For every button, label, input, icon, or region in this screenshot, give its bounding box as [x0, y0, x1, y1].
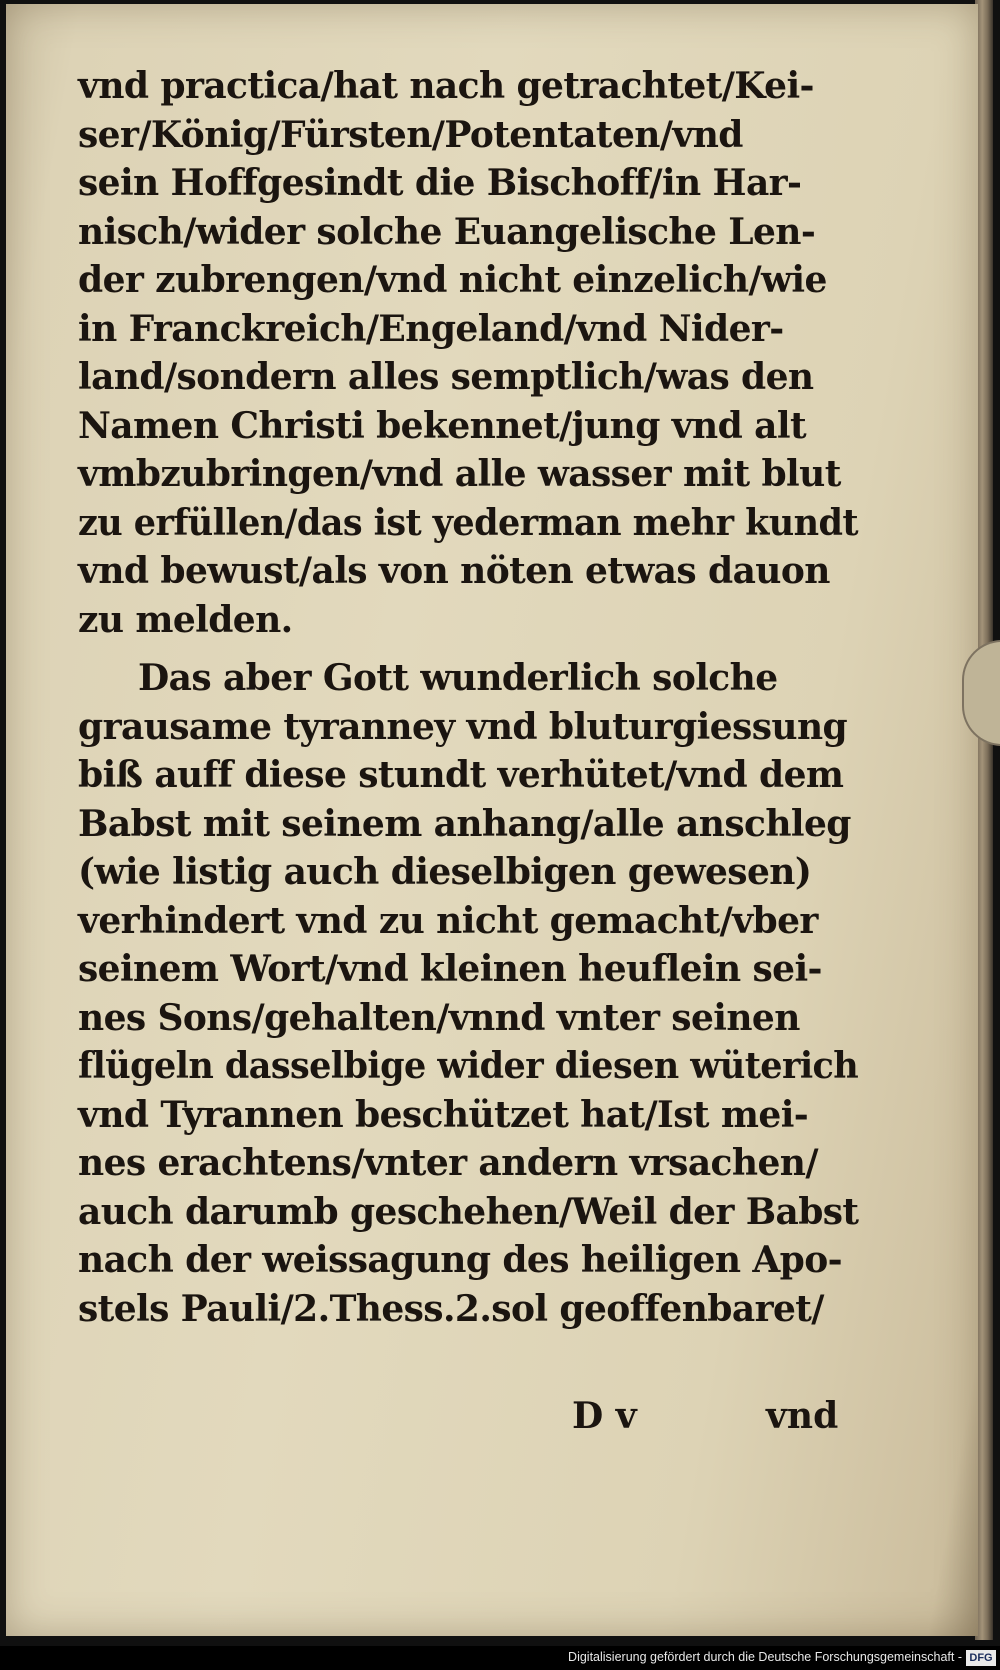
text-line: ser/König/Fürsten/Potentaten/vnd [78, 113, 743, 156]
text-line: in Franckreich/Engeland/vnd Nider- [78, 307, 784, 350]
text-line: (wie listig auch dieselbigen gewesen) [78, 851, 812, 893]
page-footer-line [0, 1395, 1000, 1445]
text-line: land/sondern alles semptlich/was den [78, 356, 814, 398]
text-line: auch darumb geschehen/Weil der Babst [78, 1190, 859, 1233]
page-text [78, 62, 858, 1333]
text-line: zu erfüllen/das ist yederman mehr kundt [78, 501, 859, 544]
text-line: seinem Wort/vnd kleinen heuflein sei- [78, 948, 822, 990]
text-line: Babst mit seinem anhang/alle anschleg [78, 802, 851, 845]
text-line: verhindert vnd zu nicht gemacht/vber [78, 899, 818, 942]
text-line: grausame tyranney vnd bluturgiessung [78, 705, 848, 748]
text-line: der zubrengen/vnd nicht einzelich/wie [78, 259, 827, 301]
signature-mark: D v [572, 1395, 637, 1437]
text-line: vnd practica/hat nach getrachtet/Kei- [78, 65, 814, 107]
text-line: nes erachtens/vnter andern vrsachen/ [78, 1142, 818, 1184]
text-line: nach der weissagung des heiligen Apo- [78, 1239, 842, 1281]
text-line: zu melden. [78, 598, 293, 641]
text-line: nisch/wider solche Euangelische Len- [78, 210, 816, 253]
credit-bar [0, 1646, 1000, 1670]
text-line: Namen Christi bekennet/jung vnd alt [78, 404, 806, 447]
text-line: biß auff diese stundt verhütet/vnd dem [78, 754, 844, 796]
catchword: vnd [766, 1395, 839, 1437]
funding-credit: Digitalisierung gefördert durch die Deutsche Forschungsgemeinschaft - [568, 1650, 962, 1664]
text-line: vnd bewust/als von nöten etwas dauon [78, 550, 830, 592]
text-line: flügeln dasselbige wider diesen wüterich [78, 1045, 859, 1087]
dfg-logo: DFG [966, 1650, 996, 1666]
text-line: vmbzubringen/vnd alle wasser mit blut [78, 453, 841, 495]
text-line: sein Hoffgesindt die Bischoff/in Har- [78, 162, 802, 204]
text-line: vnd Tyrannen beschützet hat/Ist mei- [78, 1093, 809, 1136]
text-line: nes Sons/gehalten/vnnd vnter seinen [78, 996, 800, 1039]
text-line: stels Pauli/2.Thess.2.sol geoffenbaret/ [78, 1287, 824, 1330]
paragraph-first-line: Das aber Gott wunderlich solche [138, 657, 778, 699]
